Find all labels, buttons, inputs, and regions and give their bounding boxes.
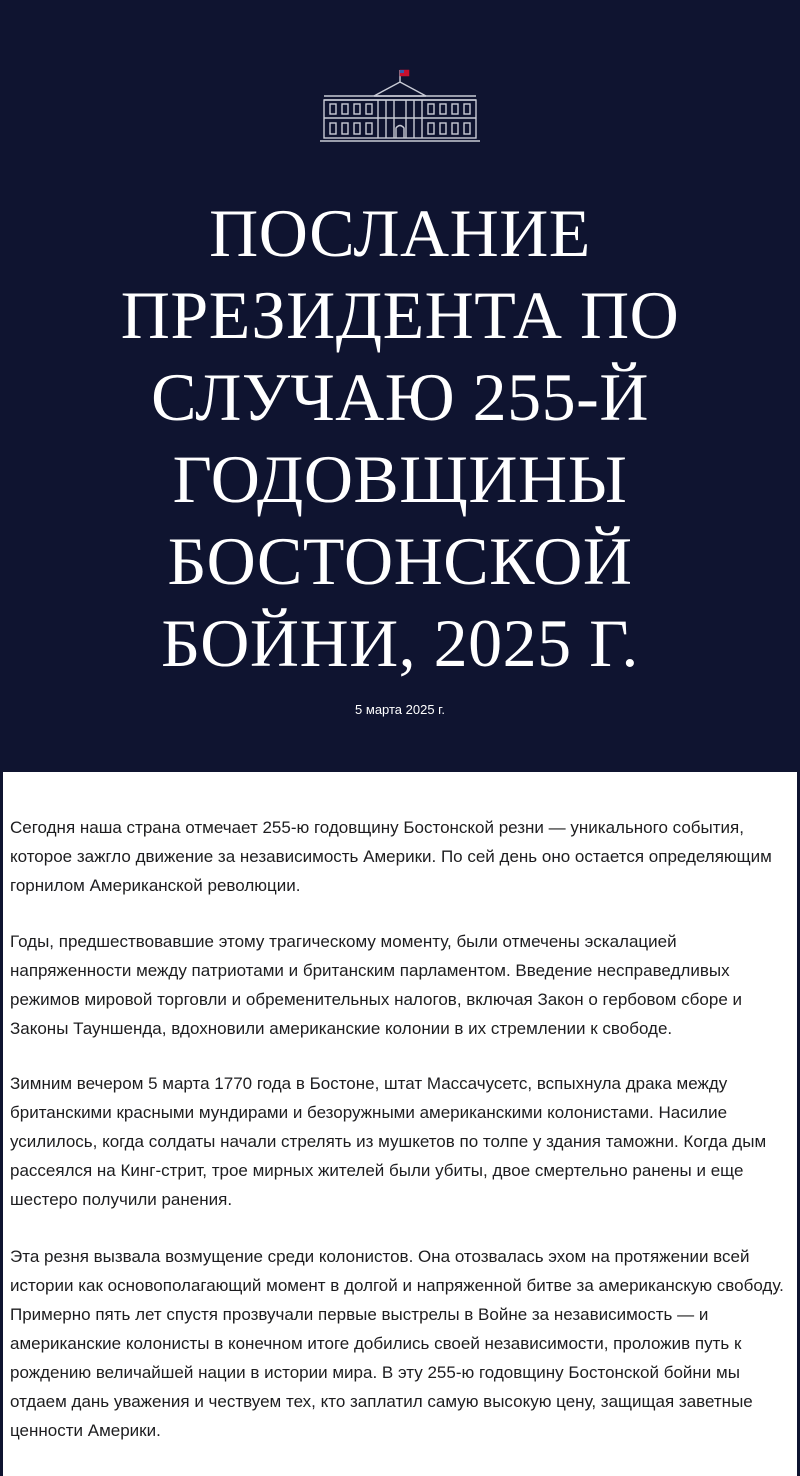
article-paragraph: Эта резня вызвала возмущение среди колонистов. Она отозвалась эхом на протяжении всей истории как основополагающий момент в долгой и напряженной битве за американскую свободу. Примерно пять лет спустя прозвучали первые выстрелы в Войне за независимость — и американские колонисты в конечном итоге добились своей независимости, проложив путь к рождению величайшей нации в истории мира. В эту 255-ю годовщину Бостонской бойни мы отдаем дань уважения и чествуем тех, кто заплатил самую высокую цену, защищая заветные ценности Америки.	[10, 1247, 784, 1440]
publish-date: 5 марта 2025 г.	[355, 702, 445, 717]
white-house-icon[interactable]	[320, 66, 480, 146]
article-paragraph: Годы, предшествовавшие этому трагическому моменту, были отмечены эскалацией напряженности между патриотами и британским парламентом. Введение несправедливых режимов мировой торговли и обременительных налогов, включая Закон о гербовом сборе и Законы Тауншенда, вдохновили американские колонии в их стремлении к свободе.	[10, 932, 743, 1038]
page-title: ПОСЛАНИЕ ПРЕЗИДЕНТА ПО СЛУЧАЮ 255-Й ГОДОВЩИНЫ БОСТОНСКОЙ БОЙНИ, 2025 Г.	[120, 195, 680, 681]
article-paragraph: Сегодня наша страна отмечает 255-ю годовщину Бостонской резни — уникального события, которое зажгло движение за независимость Америки. По сей день оно остается определяющим горнилом Американской революции.	[10, 818, 772, 895]
article-paragraph: Зимним вечером 5 марта 1770 года в Бостоне, штат Массачусетс, вспыхнула драка между британскими красными мундирами и безоружными американскими колонистами. Насилие усилилось, когда солдаты начали стрелять из мушкетов по толпе у здания таможни. Когда дым рассеялся на Кинг-стрит, трое мирных жителей были убиты, двое смертельно ранены и еще шестеро получили ранения.	[10, 1074, 767, 1209]
article-body	[3, 772, 797, 1476]
